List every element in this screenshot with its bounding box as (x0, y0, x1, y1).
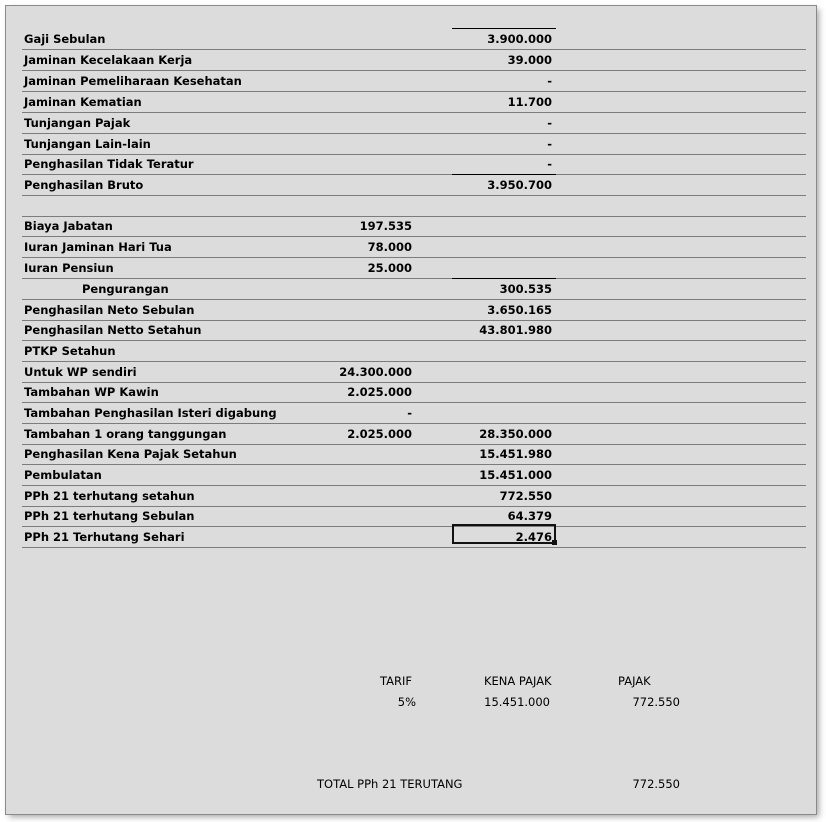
row-value-col1: 78.000 (367, 240, 412, 254)
tariff-header-tarif: TARIF (380, 674, 412, 688)
row-label: Iuran Pensiun (24, 261, 114, 275)
row-pph21-sehari[interactable] (22, 527, 806, 548)
row-tunjangan-lain-lain[interactable] (22, 134, 806, 155)
row-penghasilan-bruto[interactable] (22, 175, 806, 196)
row-value-col2: 772.550 (499, 489, 552, 503)
row-ptkp-setahun[interactable] (22, 341, 806, 362)
row-value-col2: - (547, 137, 552, 151)
row-label: Jaminan Kematian (24, 95, 142, 109)
row-value-col2: 3.900.000 (487, 32, 552, 46)
row-jaminan-kematian[interactable] (22, 92, 806, 113)
row-biaya-jabatan[interactable] (22, 216, 806, 237)
row-label: Tambahan WP Kawin (24, 385, 159, 399)
row-tambahan-tanggungan[interactable] (22, 424, 806, 445)
row-pph21-sebulan[interactable] (22, 506, 806, 527)
row-value-col2: 2.476 (515, 530, 552, 544)
row-pembulatan[interactable] (22, 465, 806, 486)
row-jaminan-kecelakaan-kerja[interactable] (22, 50, 806, 71)
total-value: 772.550 (632, 777, 680, 791)
row-label: Penghasilan Neto Sebulan (24, 303, 195, 317)
row-label: Jaminan Kecelakaan Kerja (24, 53, 193, 67)
row-value-col1: 197.535 (359, 219, 412, 233)
fill-handle[interactable] (552, 540, 557, 545)
row-value-col2: 3.650.165 (487, 303, 552, 317)
row-penghasilan-netto-setahun[interactable] (22, 320, 806, 341)
row-value-col1: 2.025.000 (347, 427, 412, 441)
row-label: Tambahan Penghasilan Isteri digabung (24, 406, 277, 420)
row-pph21-setahun[interactable] (22, 486, 806, 507)
row-value-col1: 25.000 (367, 261, 412, 275)
row-value-col2: 15.451.000 (479, 468, 552, 482)
row-penghasilan-kena-pajak-setahun[interactable] (22, 444, 806, 465)
row-value-col2: 15.451.980 (479, 447, 552, 461)
row-label: Penghasilan Tidak Teratur (24, 157, 194, 171)
row-penghasilan-tidak-teratur[interactable] (22, 154, 806, 175)
row-value-col2: 43.801.980 (479, 323, 552, 337)
tariff-kena-pajak: 15.451.000 (484, 695, 550, 709)
row-label: Tambahan 1 orang tanggungan (24, 427, 227, 441)
row-label: Penghasilan Netto Setahun (24, 323, 202, 337)
row-value-col2: - (547, 116, 552, 130)
row-value-col2: 3.950.700 (487, 178, 552, 192)
row-value-col1: - (407, 406, 412, 420)
row-label: PPh 21 terhutang Sebulan (24, 509, 195, 523)
row-empty[interactable] (22, 196, 806, 217)
row-label: PPh 21 Terhutang Sehari (24, 530, 185, 544)
row-label: Jaminan Pemeliharaan Kesehatan (24, 74, 242, 88)
row-value-col2: - (547, 74, 552, 88)
row-value-col1: 2.025.000 (347, 385, 412, 399)
row-value-col2: 64.379 (507, 509, 552, 523)
row-label: Iuran Jaminan Hari Tua (24, 240, 172, 254)
row-value-col1: 24.300.000 (339, 365, 412, 379)
row-label: Gaji Sebulan (24, 32, 106, 46)
row-label: Penghasilan Kena Pajak Setahun (24, 447, 237, 461)
tariff-header-kena-pajak: KENA PAJAK (484, 674, 552, 688)
row-label: Penghasilan Bruto (24, 178, 144, 192)
row-label: PPh 21 terhutang setahun (24, 489, 195, 503)
row-value-col2: 300.535 (499, 282, 552, 296)
row-tambahan-penghasilan-isteri[interactable] (22, 403, 806, 424)
row-iuran-jaminan-hari-tua[interactable] (22, 237, 806, 258)
row-jaminan-pemeliharaan-kesehatan[interactable] (22, 71, 806, 92)
row-label: Tunjangan Pajak (24, 116, 131, 130)
row-value-col2: 39.000 (507, 53, 552, 67)
row-penghasilan-neto-sebulan[interactable] (22, 300, 806, 321)
row-value-col2: 11.700 (507, 95, 552, 109)
row-untuk-wp-sendiri[interactable] (22, 362, 806, 383)
row-tunjangan-pajak[interactable] (22, 113, 806, 134)
row-label: Tunjangan Lain-lain (24, 137, 151, 151)
row-iuran-pensiun[interactable] (22, 258, 806, 279)
selected-cell[interactable] (452, 524, 556, 544)
row-label: Pengurangan (82, 282, 169, 296)
spreadsheet-area (6, 6, 816, 814)
row-pengurangan[interactable] (22, 279, 806, 300)
row-label: Untuk WP sendiri (24, 365, 137, 379)
row-gaji-sebulan[interactable] (22, 29, 806, 50)
row-label: PTKP Setahun (24, 344, 116, 358)
row-value-col2: 28.350.000 (479, 427, 552, 441)
tariff-pajak: 772.550 (632, 695, 680, 709)
row-label: Biaya Jabatan (24, 219, 113, 233)
row-label: Pembulatan (24, 468, 102, 482)
tariff-rate: 5% (397, 695, 416, 709)
tariff-header-pajak: PAJAK (618, 674, 651, 688)
row-value-col2: - (547, 157, 552, 171)
row-tambahan-wp-kawin[interactable] (22, 382, 806, 403)
total-label: TOTAL PPh 21 TERUTANG (317, 777, 463, 791)
